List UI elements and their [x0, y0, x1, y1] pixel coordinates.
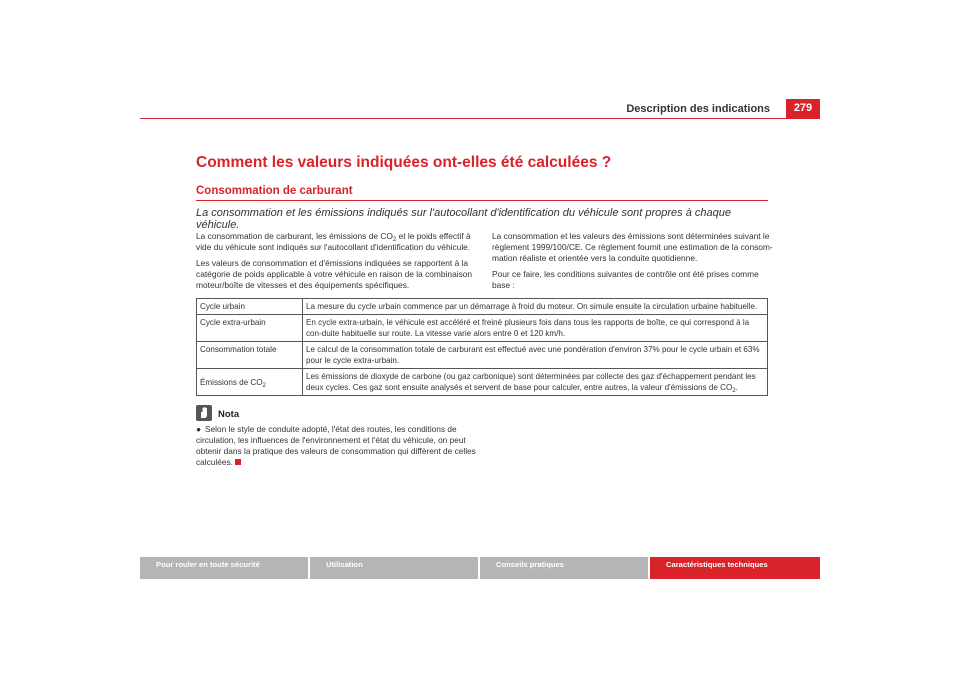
row-label: Émissions de $CO_2$: [197, 369, 303, 396]
section-end-square-icon: [235, 459, 241, 465]
paragraph: La consommation et les valeurs des émissions sont déterminées suivant le règlement 1999/100/CE. Ce règlement fournit une estimation de la consom-mation réaliste et orientée vers la conduite quotidienne.: [492, 231, 773, 263]
info-hand-icon: [196, 405, 212, 421]
page-title: Comment les valeurs indiquées ont-elles été calculées ?: [196, 154, 612, 171]
row-text: Le calcul de la consommation totale de carburant est effectué avec une pondération d'environ 37% pour le cycle urbain et 63% pour le cycle extra-urbain.: [303, 342, 768, 369]
row-label: Cycle extra-urbain: [197, 315, 303, 342]
table-row: [197, 369, 768, 396]
row-label: Consommation totale: [197, 342, 303, 369]
footer-tab-securite[interactable]: Pour rouler en toute sécurité: [140, 557, 308, 579]
section-title: Consommation de carburant: [196, 185, 353, 197]
row-label: Cycle urbain: [197, 299, 303, 315]
footer-tab-caracteristiques[interactable]: Caractéristiques techniques: [650, 557, 820, 579]
table-row: [197, 315, 768, 342]
paragraph: Pour ce faire, les conditions suivantes de contrôle ont été prises comme base :: [492, 269, 759, 290]
row-text: La mesure du cycle urbain commence par un démarrage à froid du moteur. On simule ensuite la circulation urbaine habituelle.: [303, 299, 768, 315]
footer-tab-utilisation[interactable]: Utilisation: [310, 557, 478, 579]
nota-text: ● Selon le style de conduite adopté, l'état des routes, les conditions de circulation, les influences de l'environnement et l'état du véhicule, on peut obtenir dans la pratique des valeurs de consommation qui diffèrent de celles calculées.: [196, 424, 476, 467]
intro-text: La consommation et les émissions indiqués sur l'autocollant d'identification du véhicule sont propres à chaque véhicule.: [196, 207, 731, 231]
table-row: [197, 299, 768, 315]
table-row: [197, 342, 768, 369]
page-number: 279: [786, 99, 820, 118]
test-conditions-table: [196, 298, 768, 396]
footer-tab-conseils[interactable]: Conseils pratiques: [480, 557, 648, 579]
row-text: Les émissions de dioxyde de carbone (ou gaz carbonique) sont déterminées par collecte des gaz d'échappement pendant les deux cycles. Ces gaz sont ensuite analysés et servent de base pour calculer, entre autres, la valeur d'émissions de $CO_2$.: [303, 369, 768, 396]
left-column: [196, 231, 479, 296]
row-text: En cycle extra-urbain, le véhicule est accéléré et freiné plusieurs fois dans tous les rapports de boîte, ce qui correspond à la con-duite habituelle sur route. La vitesse varie alors entre 0 et 120 km/h.: [303, 315, 768, 342]
chapter-title: Description des indications: [626, 103, 770, 115]
right-column: [492, 231, 775, 296]
paragraph: Les valeurs de consommation et d'émissions indiquées se rapportent à la catégorie de poids applicable à votre véhicule en raison de la combinaison moteur/boîte de vitesses et des équipements spécifiques.: [196, 258, 473, 290]
section-divider: [196, 200, 768, 201]
nota-title: Nota: [218, 409, 240, 420]
header-divider: [140, 118, 820, 119]
bullet-icon: ●: [196, 424, 202, 434]
paragraph: La consommation de carburant, les émissions de $CO_2$ et le poids effectif à vide du véhicule sont indiqués sur l'autocollant d'identification du véhicule.: [196, 231, 471, 252]
